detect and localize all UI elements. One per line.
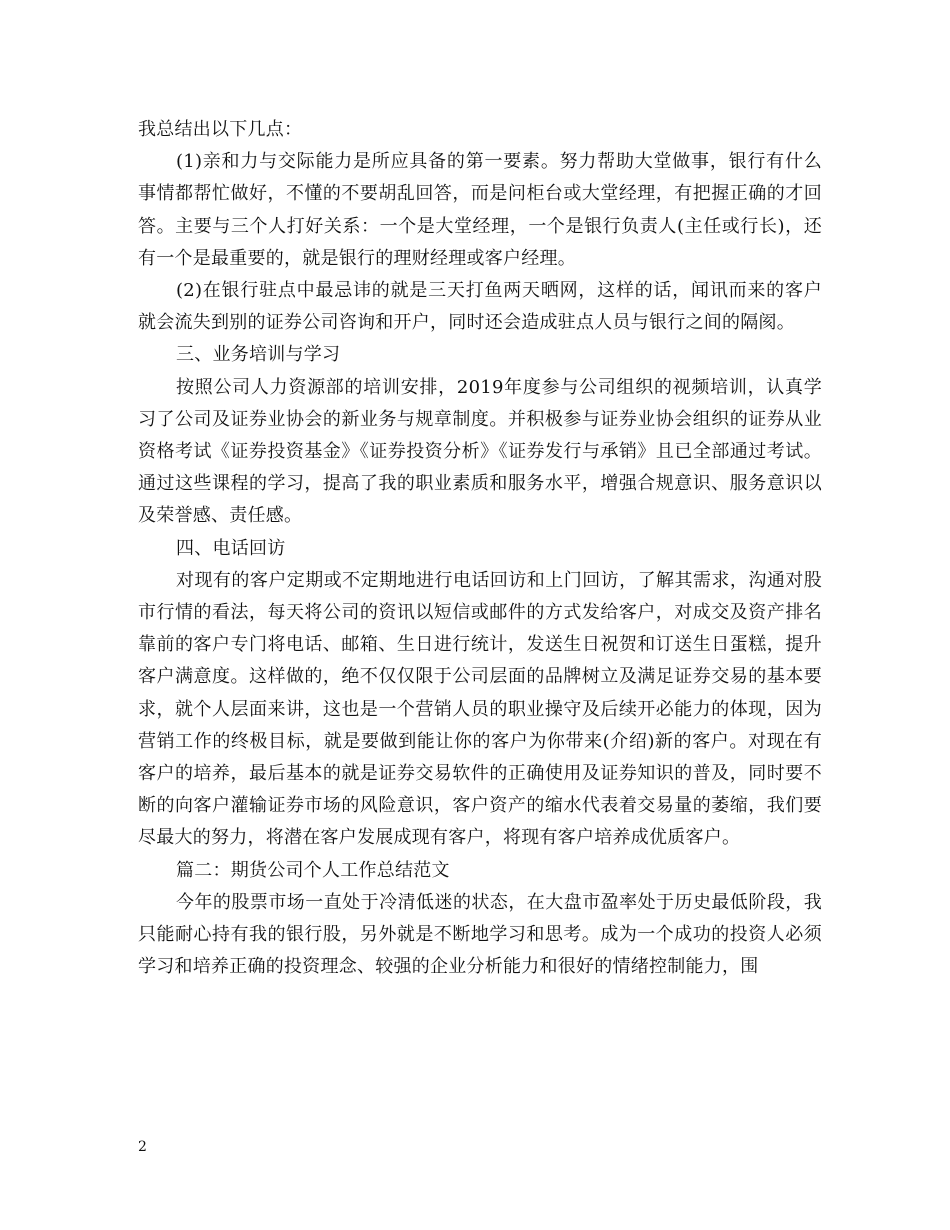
paragraph-phone-followup: 对现有的客户定期或不定期地进行电话回访和上门回访，了解其需求，沟通对股市行情的看法，每天将公司的资讯以短信或邮件的方式发给客户，对成交及资产排名靠前的客户专门将电话、邮箱、生日进行统计，发送生日祝贺和订送生日蛋糕，提升客户满意度。这样做的，绝不仅仅限于公司层面的品牌树立及满足证券交易的基本要求，就个人层面来讲，这也是一个营销人员的职业操守及后续开必能力的体现，因为营销工作的终极目标，就是要做到能让你的客户为你带来(介绍)新的客户。对现在有客户的培养，最后基本的就是证券交易软件的正确使用及证券知识的普及，同时要不断的向客户灌输证券市场的风险意识，客户资产的缩水代表着交易量的萎缩，我们要尽最大的努力，将潜在客户发展成现有客户，将现有客户培养成优质客户。 <box>138 569 822 849</box>
paragraph-training: 按照公司人力资源部的培训安排，2019年度参与公司组织的视频培训，认真学习了公司及证券业协会的新业务与规章制度。并积极参与证券业协会组织的证券从业资格考试《证券投资基金》《证券投资分析》《证券发行与承销》且已全部通过考试。通过这些课程的学习，提高了我的职业素质和服务水平，增强合规意识、服务意识以及荣誉感、责任感。 <box>138 376 822 527</box>
section-heading-part-two: 篇二：期货公司个人工作总结范文 <box>176 859 450 881</box>
paragraph-summary-intro: 我总结出以下几点： <box>138 119 303 140</box>
paragraph-point-2: (2)在银行驻点中最忌讳的就是三天打鱼两天晒网，这样的话，闻讯而来的客户就会流失到别的证券公司咨询和开户，同时还会造成驻点人员与银行之间的隔阂。 <box>138 280 822 334</box>
page-number: 2 <box>138 1139 147 1155</box>
paragraph-point-1: (1)亲和力与交际能力是所应具备的第一要素。努力帮助大堂做事，银行有什么事情都帮忙做好，不懂的不要胡乱回答，而是问柜台或大堂经理，有把握正确的才回答。主要与三个人打好关系：一个是大堂经理，一个是银行负责人(主任或行长)，还有一个是最重要的，就是银行的理财经理或客户经理。 <box>138 151 822 269</box>
document-body <box>138 114 822 983</box>
paragraph-market-summary: 今年的股票市场一直处于冷清低迷的状态，在大盘市盈率处于历史最低阶段，我只能耐心持有我的银行股，另外就是不断地学习和思考。成为一个成功的投资人必须学习和培养正确的投资理念、较强的企业分析能力和很好的情绪控制能力，围 <box>138 891 822 978</box>
section-heading-training: 三、业务培训与学习 <box>176 344 341 366</box>
section-heading-phone-followup: 四、电话回访 <box>176 537 286 559</box>
